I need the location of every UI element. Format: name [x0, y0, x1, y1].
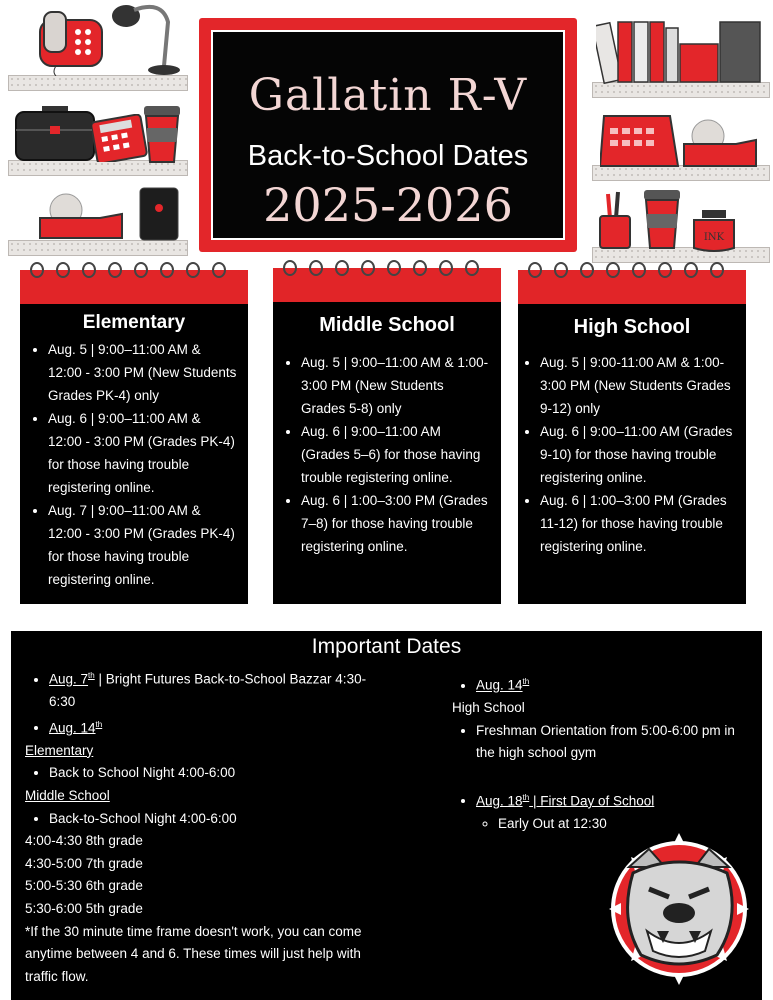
list-item: • Aug. 18th | First Day of School ◦ Early Out at 12:30 [476, 787, 752, 836]
important-dates-title: Important Dates [311, 635, 462, 658]
elementary-title: Elementary [82, 312, 186, 333]
high-school-heading: High School [452, 700, 525, 716]
desk-lamp-icon [112, 2, 182, 76]
list-item: • Back-to-School Night 4:00-6:00 [49, 808, 385, 831]
shelf-left-top [8, 75, 188, 91]
bulldog-mascot-icon [599, 827, 759, 987]
ink-jar-icon [688, 208, 740, 252]
telephone-icon [36, 6, 106, 76]
coffee-cup-icon [640, 188, 684, 250]
elementary-calendar-rings [20, 270, 248, 304]
list-item: • Aug. 6 | 1:00–3:00 PM (Grades 7–8) for those having trouble registering online. [301, 489, 491, 558]
schedule-line: 4:00-4:30 8th grade [25, 833, 143, 849]
list-item: • Aug. 6 | 9:00–11:00 AM (Grades 5–6) for those having trouble registering online. [301, 420, 491, 489]
list-item: • Aug. 14th [476, 671, 752, 697]
important-right-column [452, 671, 752, 836]
important-dates-panel [11, 631, 762, 1000]
title-sign-board [211, 30, 565, 240]
middle-school-title: Middle School [319, 314, 455, 336]
list-item: • Aug. 7th | Bright Futures Back-to-School Bazzar 4:30-6:30 [49, 665, 385, 714]
books-icon [596, 18, 764, 84]
middle-school-heading: Middle School [25, 787, 110, 803]
ink-label: INK [703, 232, 725, 243]
high-calendar-rings [518, 270, 746, 304]
list-item: • Aug. 7 | 9:00–11:00 AM & 12:00 - 3:00 PM (Grades PK-4) for those having trouble registering online. [48, 499, 238, 591]
title-sign [199, 18, 577, 252]
coffee-cup-icon [140, 104, 184, 164]
high-school-list [518, 351, 746, 558]
high-school-card [518, 304, 746, 604]
middle-school-card [273, 302, 501, 604]
first-day-date: Aug. 18 [476, 793, 523, 809]
list-item: • Back to School Night 4:00-6:00 [49, 762, 385, 785]
list-item: • Aug. 6 | 9:00–11:00 AM (Grades 9-10) for those having trouble registering online. [540, 420, 738, 489]
schedule-line: 5:00-5:30 6th grade [25, 878, 143, 894]
elementary-heading: Elementary [25, 742, 94, 758]
pencil-cup-icon [598, 190, 632, 250]
bazzar-text: | Bright Futures Back-to-School Bazzar 4:30-6:30 [49, 671, 367, 710]
hs-aug14-date: Aug. 14 [476, 677, 523, 693]
list-item: • Aug. 14th [49, 714, 385, 740]
high-school-title: High School [573, 316, 691, 338]
elementary-list [20, 338, 248, 591]
school-year: 2025-2026 [263, 178, 513, 232]
important-left-column [25, 665, 385, 988]
first-day-text: | First Day of School [529, 793, 655, 809]
list-item: ◦ Early Out at 12:30 [498, 813, 752, 836]
list-item: • Freshman Orientation from 5:00-6:00 pm in the high school gym [476, 720, 752, 765]
middle-calendar-rings [273, 268, 501, 302]
time-note: *If the 30 minute time frame doesn't work, you can come anytime between 4 and 6. These times will just help with traffic flow. [25, 923, 362, 984]
briefcase-icon [14, 96, 96, 162]
shelf-right-top [592, 82, 770, 98]
schedule-line: 5:30-6:00 5th grade [25, 900, 143, 916]
desk-calendar-icon [600, 112, 760, 168]
page-subtitle: Back-to-School Dates [247, 140, 529, 172]
bazzar-date: Aug. 7 [49, 671, 89, 687]
aug14-date: Aug. 14 [49, 720, 96, 736]
list-item: • Aug. 5 | 9:00-11:00 AM & 1:00-3:00 PM (New Students Grades 9-12) only [540, 351, 738, 420]
speaker-icon [138, 186, 180, 242]
shelf-left-bottom [8, 240, 188, 256]
list-item: • Aug. 5 | 9:00–11:00 AM & 12:00 - 3:00 PM (New Students Grades PK-4) only [48, 338, 238, 407]
elementary-card [20, 304, 248, 604]
school-name: Gallatin R-V [248, 70, 528, 121]
middle-school-list [273, 351, 501, 558]
tape-dispenser-icon [36, 192, 128, 242]
schedule-line: 4:30-5:00 7th grade [25, 855, 143, 871]
list-item: • Aug. 6 | 1:00–3:00 PM (Grades 11-12) for those having trouble registering online. [540, 489, 738, 558]
list-item: • Aug. 5 | 9:00–11:00 AM & 1:00-3:00 PM (New Students Grades 5-8) only [301, 351, 491, 420]
list-item: • Aug. 6 | 9:00–11:00 AM & 12:00 - 3:00 PM (Grades PK-4) for those having trouble registering online. [48, 407, 238, 499]
